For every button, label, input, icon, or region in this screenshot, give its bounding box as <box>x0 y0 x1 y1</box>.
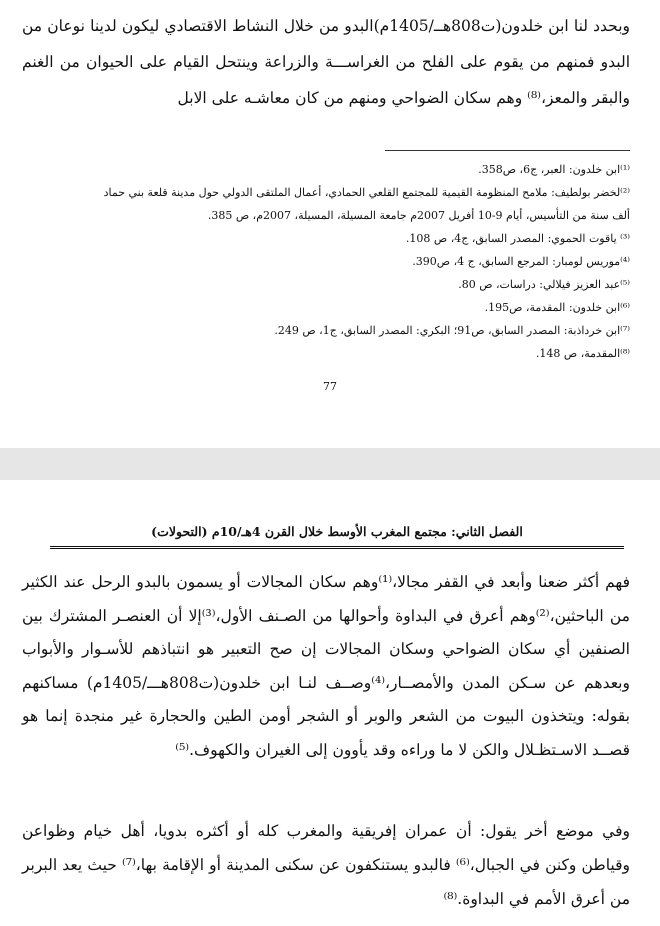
page-number: 77 <box>323 380 337 393</box>
footnote: ⁽⁶⁾ابن خلدون: المقدمة، ص195. <box>484 301 630 314</box>
footnote: ⁽²⁾لخضر بولطيف: ملامح المنظومة القيمية للمجتمع القلعي الحمادي، أعمال الملتقى الدولي حول مدينة قلعة بني حماد <box>103 186 630 199</box>
body-paragraph: فهم أكثر ضعنا وأبعد في القفر مجالا،⁽¹⁾وهم سكان المجالات أو يسمون بالبدو الرحل عند الكثير من الباحثين،⁽²⁾وهم أعرق في البداوة وأحوالها من الصـنف الأول،⁽³⁾إلا أن العنصـر المشترك بين الصنفين أي سكان الضواحي وسكان المجالات إن صح التعبير هو انتباذهم للأسـوار والأبواب وبعدهم عن سـكن المدن والأمصــار،⁽⁴⁾وصــف لنـا ابن خلدون(ت808هـــ/1405م) مساكنهم بقوله: ويتخذون البيوت من الشعر والوبر أو الشجر أومن الطين والحجارة غير منجدة إنما هو قصــد الاسـتظـلال والكن لا ما وراءه وقد يأوون إلى الغيران والكهوف.⁽⁵⁾ <box>22 573 630 759</box>
document-page-78 <box>0 480 660 926</box>
body-paragraph: وبحدد لنا ابن خلدون(ت808هــ/1405م)البدو من خلال النشاط الاقتصادي ليكون لدينا نوعان من البدو فمنهم من يقوم على الفلح من الغراســـة والزراعة وينتحل القيام على الحيوان من الغنم والبقر والمعز،⁽⁸⁾ وهم سكان الضواحي ومنهم من كان معاشـه على الابل <box>22 17 630 107</box>
body-paragraph: وفي موضع أخر يقول: أن عمران إفريقية والمغرب كله أو أكثره بدويا، أهل خيام وظواعن وقياطن وكنن في الجبال،⁽⁶⁾ فالبدو يستنكفون عن سكنى المدينة أو الإقامة بها،⁽⁷⁾ حيث يعد البربر من أعرق الأمم في البداوة.⁽⁸⁾ <box>22 822 630 908</box>
chapter-header: الفصل الثاني: مجتمع المغرب الأوسط خلال القرن 4هـ/10م (التحولات) <box>50 518 624 549</box>
footnote: ⁽⁵⁾عبد العزيز فيلالي: دراسات، ص 80. <box>458 278 630 291</box>
footnotes <box>30 158 630 365</box>
document-page-77 <box>0 0 660 448</box>
footnote-separator <box>385 150 630 151</box>
footnote: ألف سنة من التأسيس، أيام 9-10 أفريل 2007م جامعة المسيلة، المسيلة، 2007م، ص 385. <box>207 209 630 222</box>
page-gap <box>0 448 660 480</box>
footnote: ⁽⁷⁾ابن خرداذبة: المصدر السابق، ص91؛ البكري: المصدر السابق، ج1، ص 249. <box>274 324 630 337</box>
footnote: ⁽³⁾ ياقوت الحموي: المصدر السابق، ج4، ص 108. <box>405 232 630 245</box>
footnote: ⁽⁸⁾المقدمة، ص 148. <box>535 347 630 360</box>
footnote: ⁽¹⁾ابن خلدون: العبر، ج6، ص358. <box>478 163 630 176</box>
footnote: ⁽⁴⁾موريس لومبار: المرجع السابق، ج 4، ص390. <box>412 255 630 268</box>
